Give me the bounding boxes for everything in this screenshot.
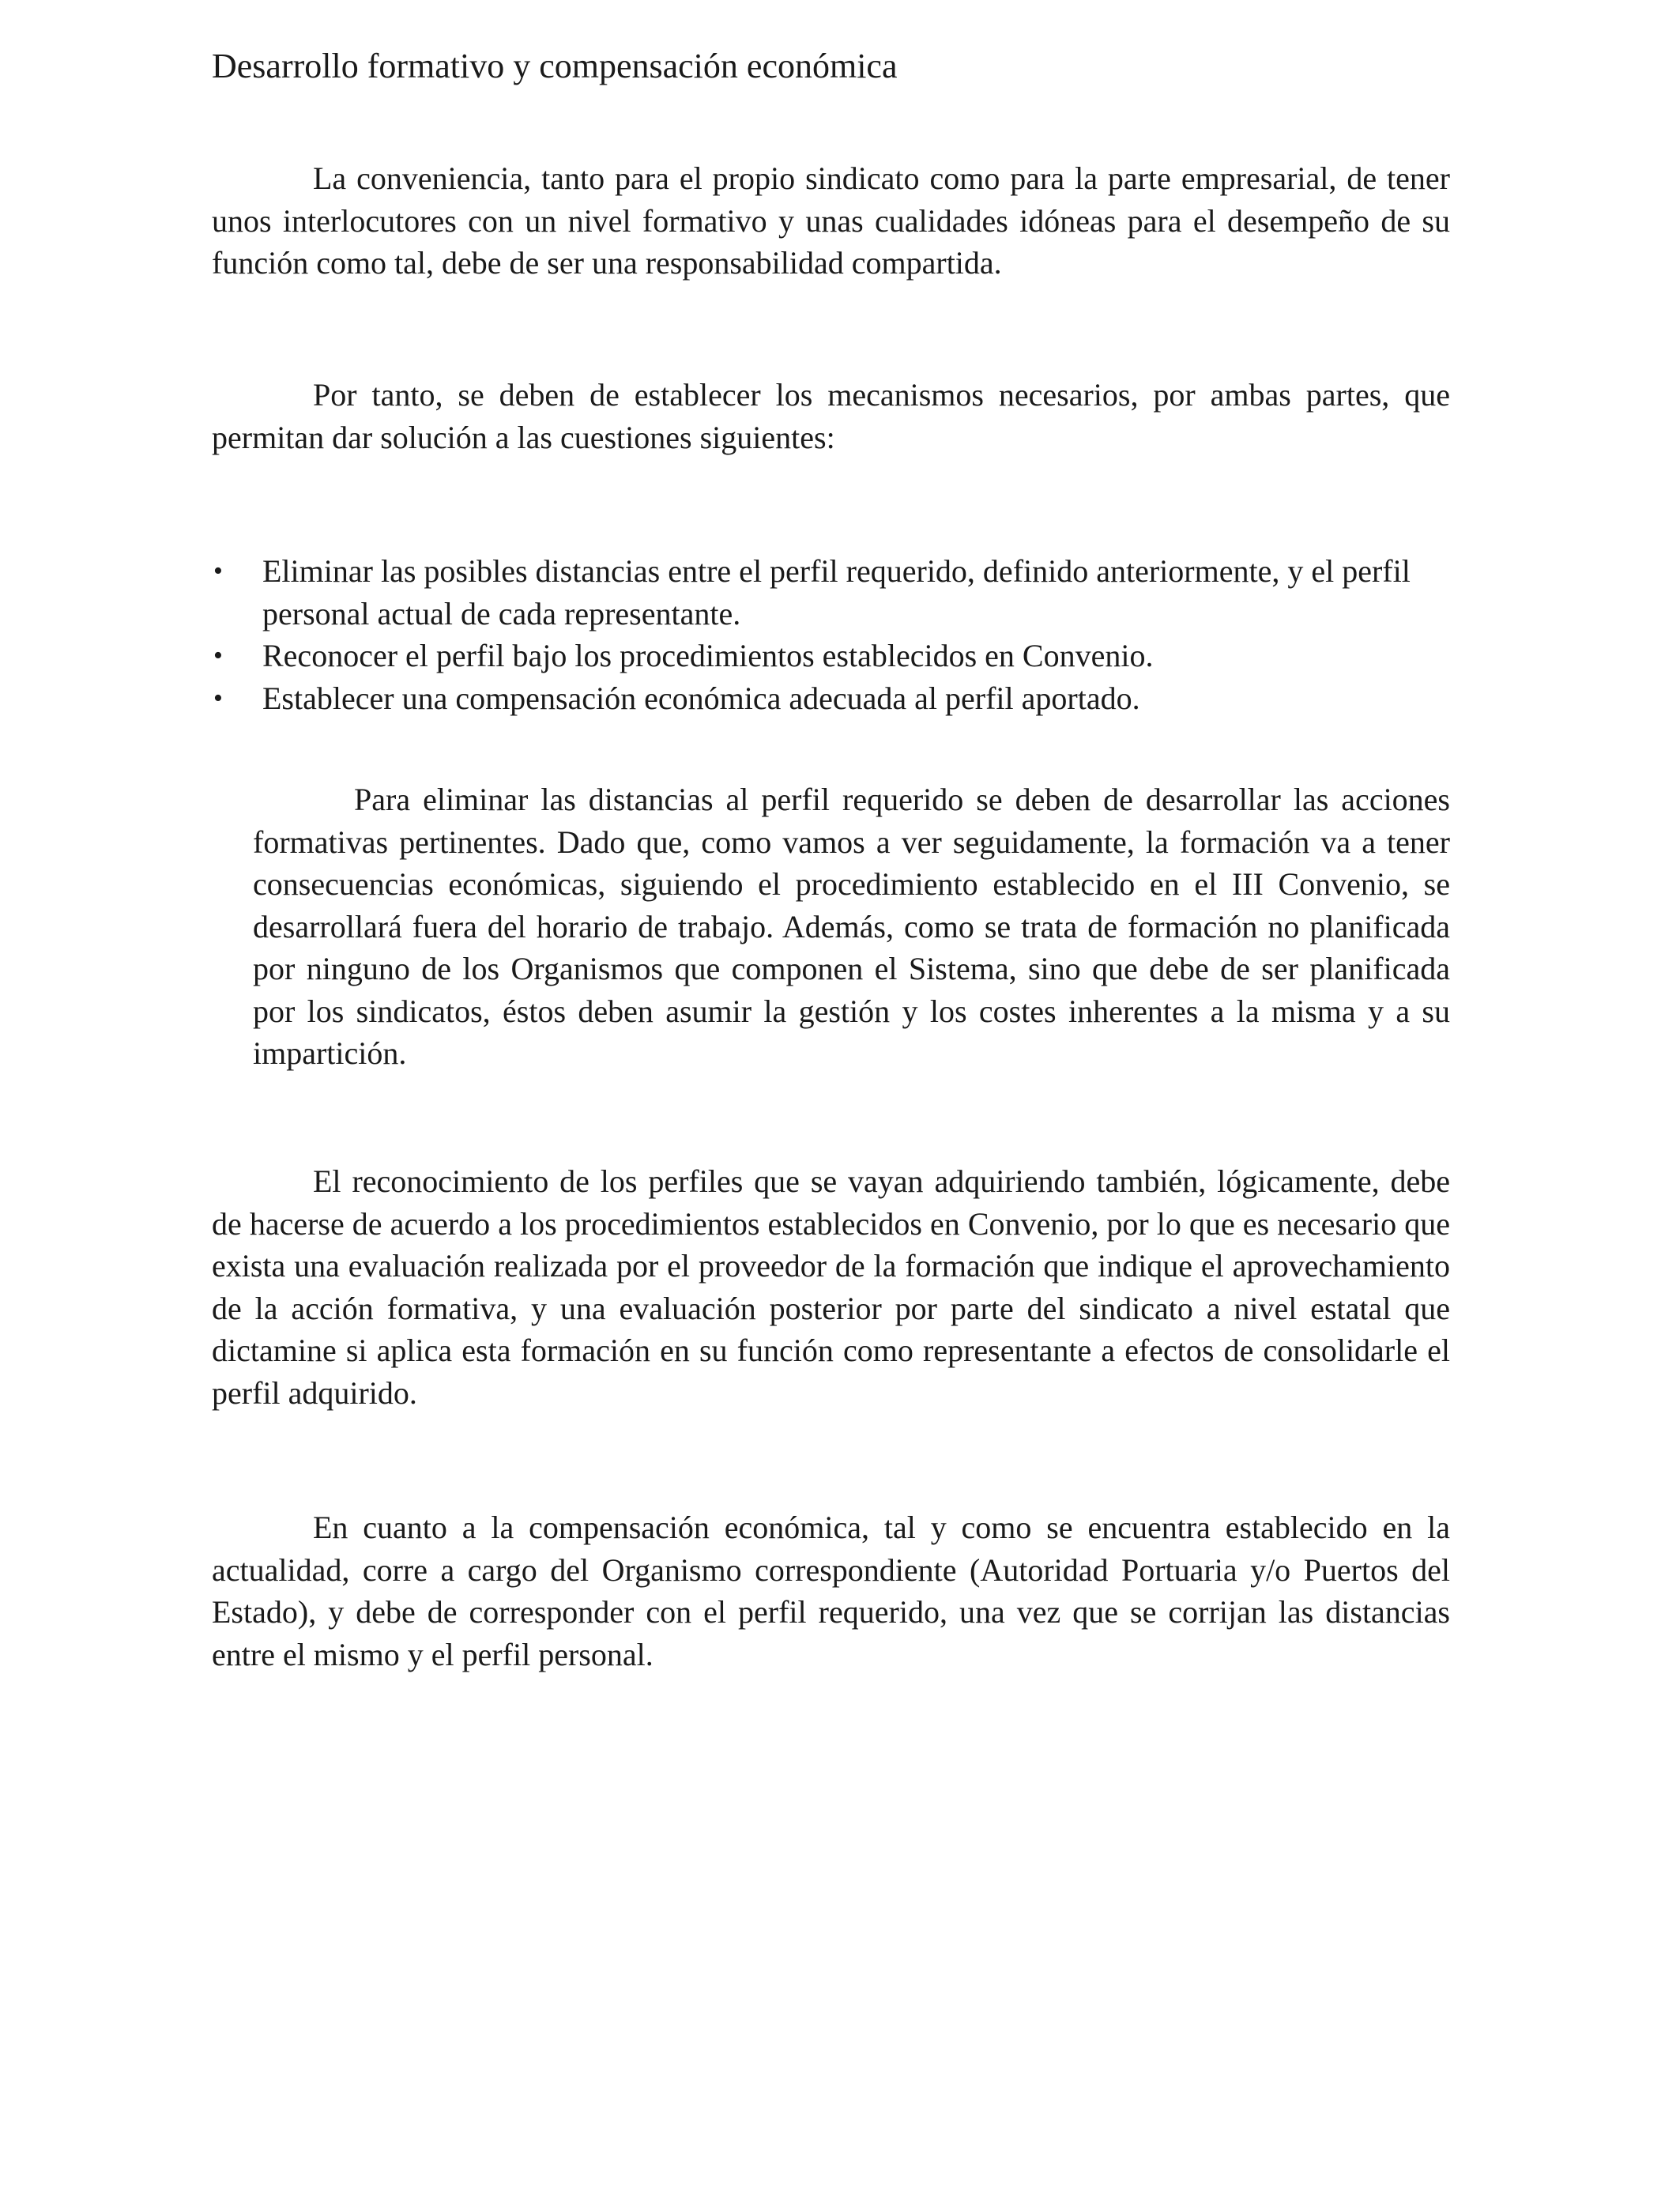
list-item-text: Eliminar las posibles distancias entre el perfil requerido, definido anteriormente, y el perfil personal actual de cada representante. bbox=[262, 553, 1411, 631]
document-title: Desarrollo formativo y compensación económica bbox=[212, 47, 898, 85]
list-item bbox=[212, 635, 1450, 677]
paragraph-intro: La conveniencia, tanto para el propio sindicato como para la parte empresarial, de tener unos interlocutores con un nivel formativo y unas cualidades idóneas para el desempeño de su función como tal, debe de ser una responsabilidad compartida. bbox=[212, 160, 1450, 281]
list-item-text: Establecer una compensación económica adecuada al perfil aportado. bbox=[262, 680, 1140, 716]
list-item bbox=[212, 550, 1450, 635]
bullet-list bbox=[212, 550, 1450, 719]
bullet-icon: • bbox=[213, 556, 223, 586]
paragraph-mechanisms: Por tanto, se deben de establecer los mecanismos necesarios, por ambas partes, que permitan dar solución a las cuestiones siguientes: bbox=[212, 377, 1450, 455]
list-item bbox=[212, 677, 1450, 720]
paragraph-compensation: En cuanto a la compensación económica, tal y como se encuentra establecido en la actualidad, corre a cargo del Organismo correspondiente (Autoridad Portuaria y/o Puertos del Estado), y debe de corresponder con el perfil requerido, una vez que se corrijan las distancias entre el mismo y el perfil personal. bbox=[212, 1510, 1450, 1672]
paragraph-training: Para eliminar las distancias al perfil requerido se deben de desarrollar las acciones formativas pertinentes. Dado que, como vamos a ver seguidamente, la formación va a tener consecuencias económicas, siguiendo el procedimiento establecido en el III Convenio, se desarrollará fuera del horario de trabajo. Además, como se trata de formación no planificada por ninguno de los Organismos que componen el Sistema, sino que debe de ser planificada por los sindicatos, éstos deben asumir la gestión y los costes inherentes a la misma y a su impartición. bbox=[253, 782, 1450, 1071]
list-item-text: Reconocer el perfil bajo los procedimientos establecidos en Convenio. bbox=[262, 638, 1154, 673]
paragraph-recognition: El reconocimiento de los perfiles que se vayan adquiriendo también, lógicamente, debe de hacerse de acuerdo a los procedimientos establecidos en Convenio, por lo que es necesario que exista una evaluación realizada por el proveedor de la formación que indique el aprovechamiento de la acción formativa, y una evaluación posterior por parte del sindicato a nivel estatal que dictamine si aplica esta formación en su función como representante a efectos de consolidarle el perfil adquirido. bbox=[212, 1163, 1450, 1411]
bullet-icon: • bbox=[213, 641, 223, 670]
bullet-icon: • bbox=[213, 683, 223, 713]
